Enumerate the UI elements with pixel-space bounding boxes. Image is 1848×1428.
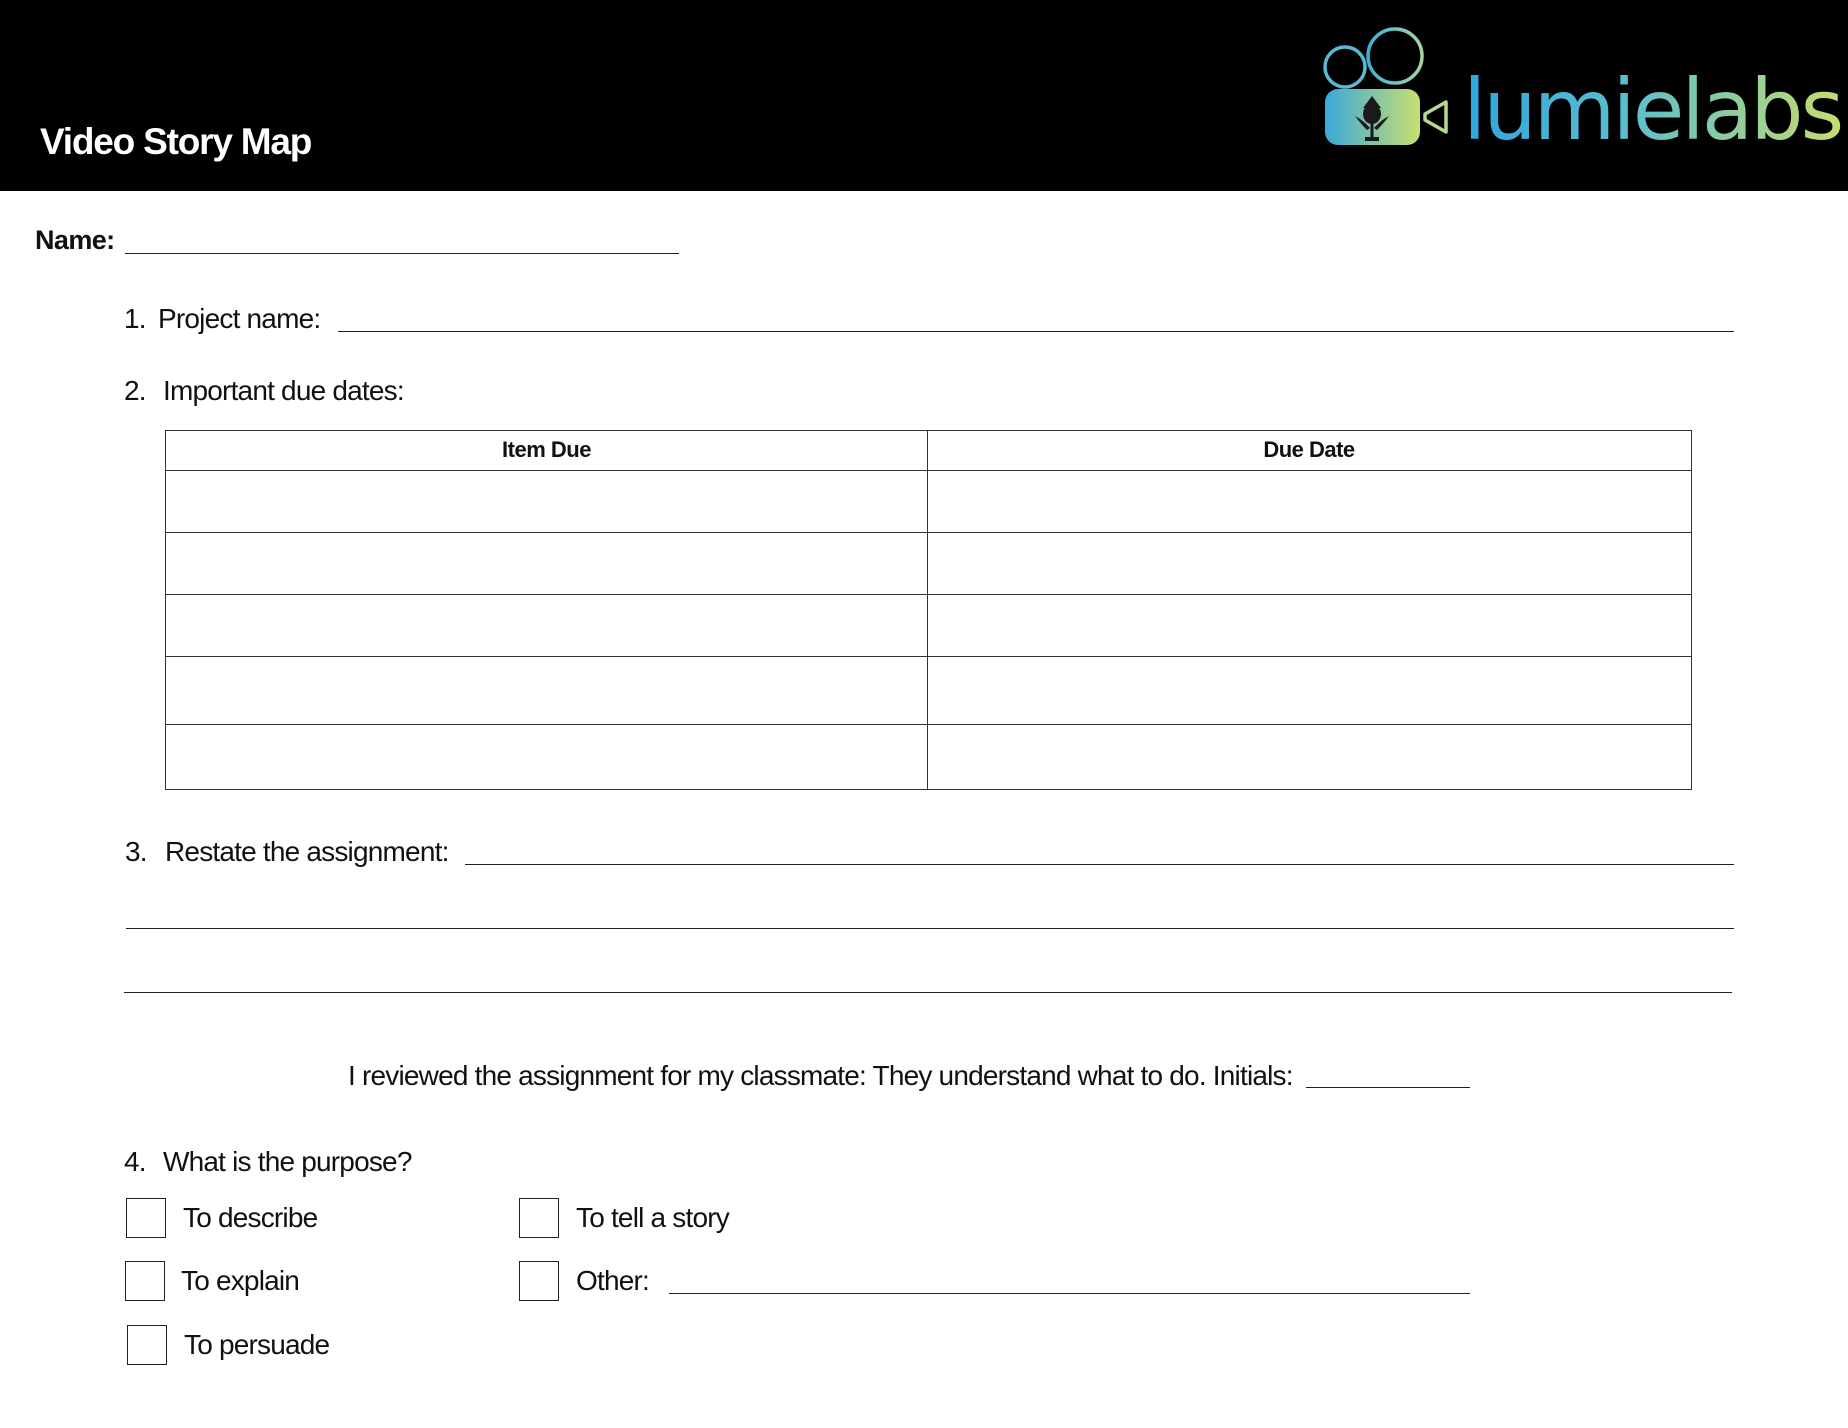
assignment-input-line-2[interactable]: [126, 928, 1734, 929]
table-row-divider: [166, 532, 1691, 533]
due-dates-table: [165, 430, 1692, 790]
q3-label: Restate the assignment:: [165, 836, 449, 867]
option-to-describe-label: To describe: [183, 1202, 318, 1233]
q2-number: 2.: [124, 375, 146, 406]
table-header-due-date: Due Date: [1263, 437, 1355, 462]
checkbox-to-persuade[interactable]: [127, 1325, 167, 1365]
q4-number: 4.: [124, 1146, 146, 1177]
option-to-tell-a-story-label: To tell a story: [576, 1202, 729, 1233]
assignment-input-line-3[interactable]: [124, 992, 1732, 993]
checkbox-other[interactable]: [519, 1261, 559, 1301]
review-statement: I reviewed the assignment for my classmate: They understand what to do. Initials:: [348, 1060, 1293, 1091]
table-header-divider: [166, 470, 1691, 471]
camera-thistle-icon: [1315, 22, 1465, 152]
assignment-input-line-1[interactable]: [465, 864, 1734, 865]
table-column-divider: [927, 431, 928, 789]
q4-label: What is the purpose?: [163, 1146, 412, 1177]
initials-input-line[interactable]: [1306, 1087, 1470, 1088]
checkbox-to-explain[interactable]: [125, 1261, 165, 1301]
table-row-divider: [166, 724, 1691, 725]
q3-number: 3.: [125, 836, 147, 867]
option-to-explain-label: To explain: [181, 1265, 300, 1296]
lumielabs-logo: [1315, 22, 1842, 162]
other-input-line[interactable]: [669, 1293, 1470, 1294]
table-row-divider: [166, 594, 1691, 595]
name-input-line[interactable]: [125, 253, 679, 254]
checkbox-to-describe[interactable]: [126, 1198, 166, 1238]
lumielabs-wordmark: lumielabs: [1463, 61, 1842, 159]
name-label: Name:: [35, 225, 115, 255]
header-bar: [0, 0, 1848, 191]
table-row-divider: [166, 656, 1691, 657]
q2-label: Important due dates:: [163, 375, 404, 406]
option-to-persuade-label: To persuade: [184, 1329, 330, 1360]
table-header-item-due: Item Due: [502, 437, 591, 462]
checkbox-to-tell-a-story[interactable]: [519, 1198, 559, 1238]
option-other-label: Other:: [576, 1265, 650, 1296]
document-title: Video Story Map: [40, 121, 312, 162]
q1-label: Project name:: [158, 303, 321, 334]
q1-number: 1.: [124, 303, 146, 334]
project-name-input-line[interactable]: [338, 331, 1734, 332]
